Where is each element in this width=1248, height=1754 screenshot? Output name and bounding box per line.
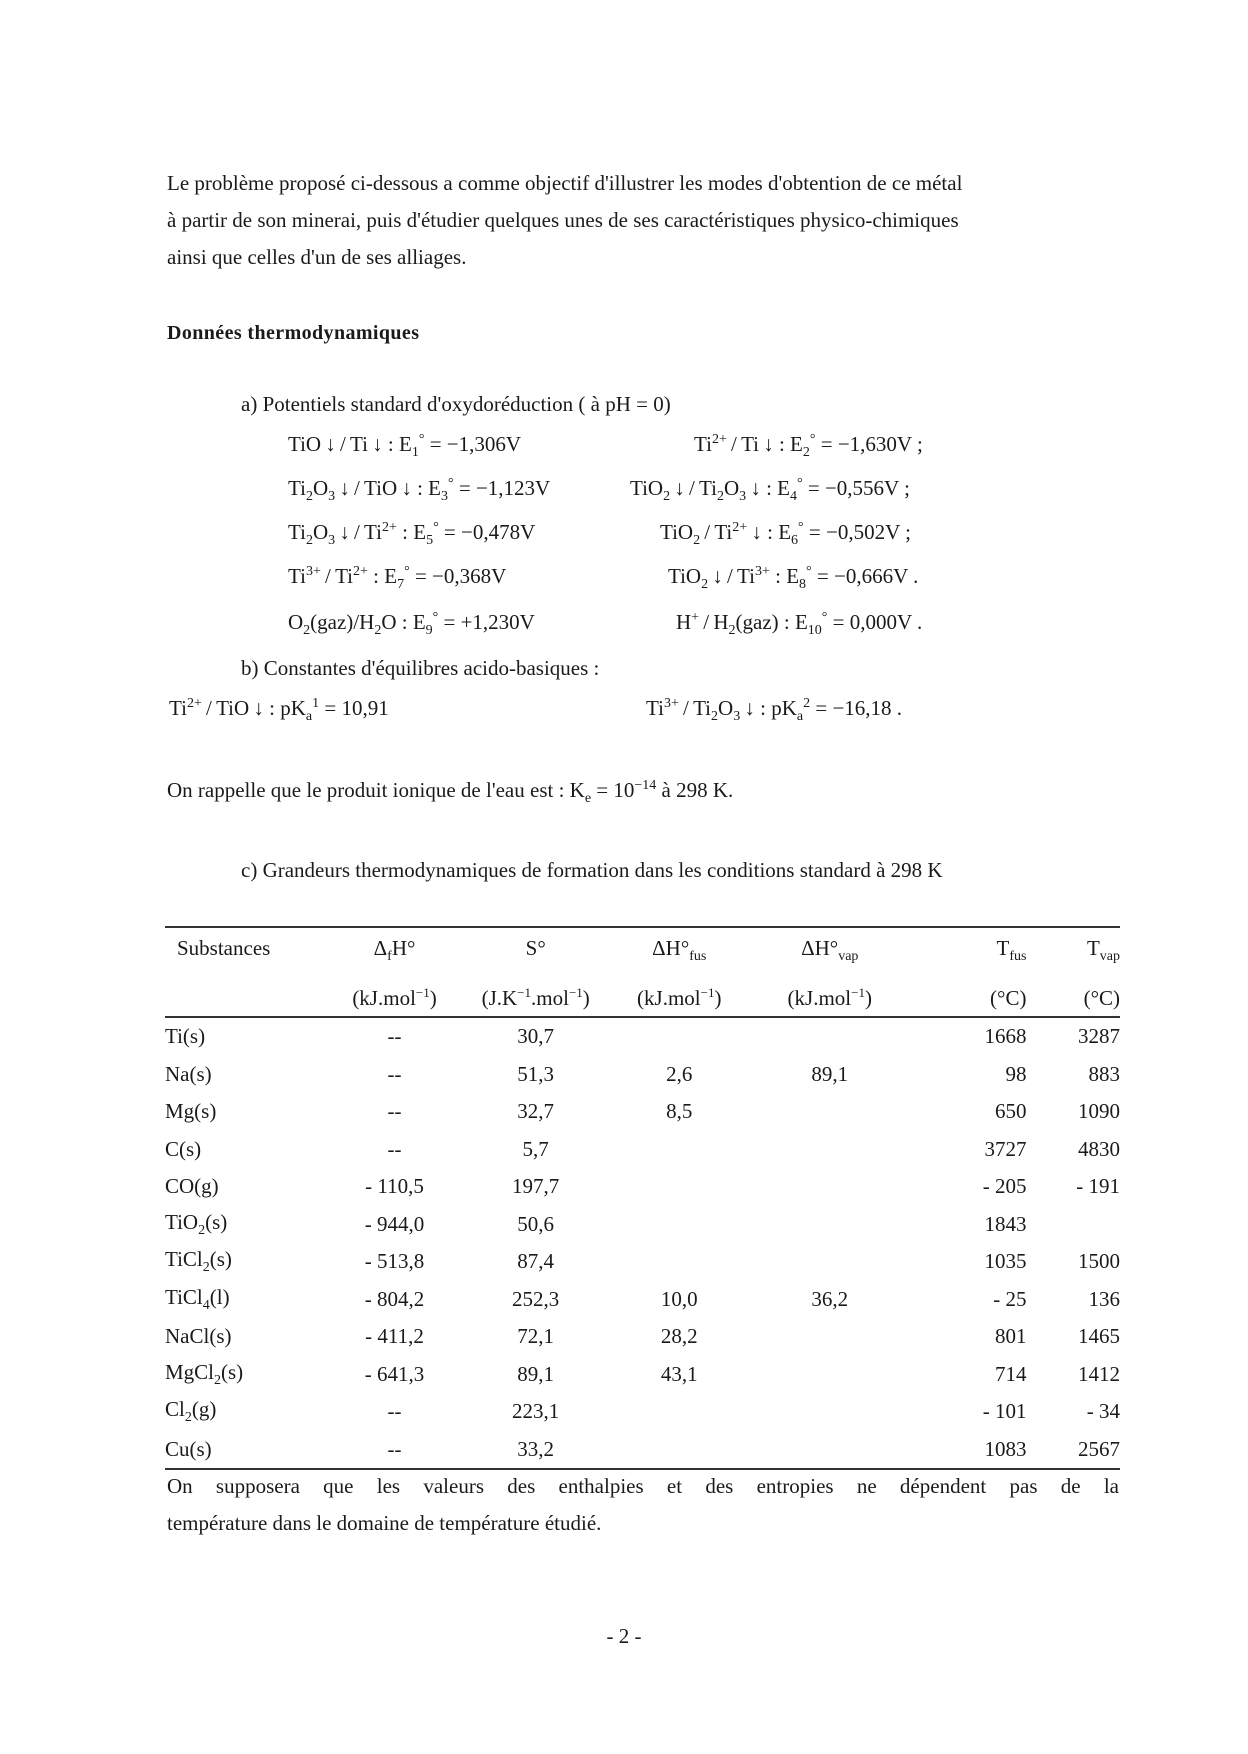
cell-entropy: 51,3 (517, 1061, 555, 1086)
cell-hvap (751, 1131, 909, 1169)
water-ionic-product: On rappelle que le produit ionique de l'eau est : $K_e = 10^{-14}$ à 298 K. (167, 778, 734, 807)
section-c-title: c) Grandeurs thermodynamiques de formation dans les conditions standard à 298 K (241, 858, 943, 882)
cell-substance: MgCl$_2$(s) (165, 1359, 244, 1388)
header-hfus: $\Delta H^\circ_{fus}$ (608, 927, 751, 980)
cell-hvap (751, 1017, 909, 1056)
cell-tvap (1026, 1206, 1120, 1244)
cell-entropy: 32,7 (517, 1099, 555, 1124)
table-units-row (165, 980, 1120, 1017)
cell-entropy: 252,3 (512, 1286, 560, 1311)
cell-substance: Mg(s) (165, 1099, 217, 1124)
cell-tvap: - 34 (1086, 1399, 1120, 1424)
potential-e6: $TiO_2 / Ti^{2+}$ ↓ : $E_6^\circ = -0,502V$ ; (660, 520, 911, 549)
cell-entropy: 33,2 (464, 1431, 608, 1470)
cell-tfus: 1035 (984, 1249, 1027, 1274)
cell-hvap: 89,1 (811, 1061, 849, 1086)
unit-tfus: (°C) (909, 980, 1027, 1017)
potential-e2: $Ti^{2+}$ / Ti ↓ : $E_2^\circ = -1,630V$ ; (694, 432, 923, 461)
header-enthalpy: $\Delta_fH^\circ$ (325, 927, 463, 980)
cell-enthalpy: -- (387, 1024, 402, 1049)
cell-substance: TiO$_2$(s) (165, 1209, 228, 1238)
table-row (165, 1393, 1120, 1431)
table-row (165, 1017, 1120, 1056)
table-row (165, 1206, 1120, 1244)
unit-hvap: (kJ.mol$^{-1}$) (751, 980, 909, 1017)
cell-tvap: 1412 (1078, 1361, 1120, 1386)
cell-hvap (751, 1206, 909, 1244)
cell-hfus: 2,6 (666, 1061, 693, 1086)
header-hvap: $\Delta H^\circ_{vap}$ (751, 927, 909, 980)
table-row (165, 1168, 1120, 1206)
unit-enthalpy: (kJ.mol$^{-1}$) (325, 980, 463, 1017)
cell-tfus: 650 (994, 1099, 1027, 1124)
cell-tvap: 4830 (1078, 1136, 1120, 1161)
cell-hvap (751, 1093, 909, 1131)
potential-e8: TiO$_2$ ↓ / $Ti^{3+}$ : $E_8^\circ = -0,666V$ . (668, 564, 919, 593)
cell-hfus: 10,0 (660, 1286, 698, 1311)
cell-hvap (751, 1356, 909, 1394)
cell-enthalpy: - 641,3 (364, 1361, 425, 1386)
cell-tfus: - 101 (982, 1399, 1027, 1424)
cell-tfus: - 205 (982, 1174, 1027, 1199)
cell-hvap: 36,2 (811, 1286, 849, 1311)
table-row (165, 1056, 1120, 1094)
cell-entropy: 30,7 (517, 1024, 555, 1049)
header-tvap: $T_{vap}$ (1026, 927, 1120, 980)
cell-hfus (608, 1393, 751, 1431)
cell-hvap (751, 1243, 909, 1281)
cell-substance: C(s) (165, 1136, 202, 1161)
cell-tvap: 883 (1088, 1061, 1120, 1086)
cell-hvap (751, 1318, 909, 1356)
header-entropy: S° (464, 927, 608, 980)
intro-paragraph (167, 165, 1117, 276)
cell-enthalpy: -- (387, 1399, 402, 1424)
potential-e7: $Ti^{3+} / Ti^{2+}$ : $E_7^\circ = -0,368V$ (288, 564, 507, 593)
cell-hfus: 28,2 (660, 1324, 698, 1349)
cell-substance: $Cl_2(g)$ (165, 1397, 217, 1426)
cell-entropy: 87,4 (517, 1249, 555, 1274)
cell-hfus (608, 1431, 751, 1470)
cell-enthalpy: -- (387, 1136, 402, 1161)
potential-e1: TiO ↓ / Ti ↓ : $E_1^\circ = -1,306V$ (288, 432, 522, 461)
header-tfus: $T_{fus}$ (909, 927, 1027, 980)
cell-tfus: 714 (994, 1361, 1027, 1386)
table-row (165, 1318, 1120, 1356)
potential-e10: $H^+ / H_2(gaz)$ : $E_{10}^\circ = 0,000V$ . (676, 610, 923, 639)
cell-hfus (608, 1168, 751, 1206)
unit-entropy: $(J.K^{-1}.mol^{-1})$ (464, 980, 608, 1017)
cell-hfus: 43,1 (660, 1361, 698, 1386)
cell-hfus (608, 1243, 751, 1281)
cell-hfus (608, 1206, 751, 1244)
section-a-title: a) Potentiels standard d'oxydoréduction ( à pH = 0) (241, 392, 671, 416)
pka-2: $Ti^{3+} / Ti_2O_3$ ↓ : $pK_a^2 = -16,18$ . (646, 696, 903, 725)
table-row (165, 1431, 1120, 1470)
cell-tfus: 98 (1005, 1061, 1027, 1086)
cell-enthalpy: - 110,5 (365, 1174, 424, 1199)
table-row (165, 1243, 1120, 1281)
cell-enthalpy: - 411,2 (365, 1324, 424, 1349)
cell-enthalpy: - 944,0 (364, 1211, 425, 1236)
header-substances: Substances (165, 927, 325, 980)
cell-tfus: - 25 (993, 1286, 1027, 1311)
cell-hfus: 8,5 (666, 1099, 693, 1124)
cell-entropy: 89,1 (517, 1361, 555, 1386)
cell-enthalpy: - 513,8 (364, 1249, 425, 1274)
table-body (165, 1017, 1120, 1469)
cell-enthalpy: -- (325, 1431, 463, 1470)
cell-tvap: 3287 (1078, 1024, 1120, 1049)
closing-line-2: température dans le domaine de température étudié. (167, 1511, 602, 1535)
cell-entropy: 50,6 (517, 1211, 555, 1236)
cell-entropy: 5,7 (522, 1136, 549, 1161)
pka-1: $Ti^{2+}$ / TiO ↓ : $pK_a^1 = 10,91$ (169, 696, 389, 725)
potential-e3: $Ti_2O_3$ ↓ / TiO ↓ : $E_3^\circ = -1,123V$ (288, 476, 551, 505)
cell-hfus (608, 1017, 751, 1056)
potential-e5: $Ti_2O_3$ ↓ / $Ti^{2+}$ : $E_5^\circ = -0,478V$ (288, 520, 536, 549)
cell-substance: TiCl$_4$(l) (165, 1284, 230, 1313)
unit-hfus: (kJ.mol$^{-1}$) (608, 980, 751, 1017)
closing-line-1: On supposera que les valeurs des enthalpies et des entropies ne dépendent pas de la (167, 1474, 1119, 1498)
cell-tvap: 136 (1088, 1286, 1120, 1311)
cell-tfus: 1083 (909, 1431, 1027, 1470)
cell-tfus: 3727 (984, 1136, 1027, 1161)
cell-hvap (751, 1431, 909, 1470)
page-number: - 2 - (606, 1624, 642, 1648)
cell-tvap: - 191 (1076, 1174, 1120, 1199)
cell-tvap: 1500 (1078, 1249, 1120, 1274)
cell-hvap (751, 1168, 909, 1206)
cell-entropy: 223,1 (512, 1399, 560, 1424)
section-heading: Données thermodynamiques (167, 322, 420, 344)
cell-enthalpy: -- (387, 1099, 402, 1124)
potential-e9: $O_2(gaz)/H_2O$ : $E_9^\circ = +1,230V$ (288, 610, 535, 639)
cell-tfus: 801 (994, 1324, 1027, 1349)
cell-entropy: 72,1 (517, 1324, 555, 1349)
cell-enthalpy: -- (387, 1061, 402, 1086)
cell-substance: Na(s) (165, 1061, 212, 1086)
unit-substances (165, 980, 325, 1017)
thermo-table (165, 926, 1120, 1470)
cell-substance: Cu(s) (165, 1431, 325, 1470)
closing-paragraph (167, 1468, 1119, 1542)
cell-substance: CO(g) (165, 1174, 219, 1199)
cell-tfus: 1668 (984, 1024, 1027, 1049)
cell-tvap: 1090 (1078, 1099, 1120, 1124)
cell-tvap: 1465 (1078, 1324, 1120, 1349)
table-row (165, 1356, 1120, 1394)
section-b-title: b) Constantes d'équilibres acido-basiques : (241, 656, 600, 680)
table-header-row (165, 927, 1120, 980)
cell-tvap: 2567 (1026, 1431, 1120, 1470)
potential-e4: TiO$_2$ ↓ / $Ti_2O_3$ ↓ : $E_4^\circ = -0,556V$ ; (630, 476, 910, 505)
unit-tvap: (°C) (1026, 980, 1120, 1017)
intro-line-1: Le problème proposé ci-dessous a comme objectif d'illustrer les modes d'obtention de ce métal (167, 171, 963, 195)
table-row (165, 1093, 1120, 1131)
table-row (165, 1131, 1120, 1169)
cell-substance: NaCl(s) (165, 1324, 232, 1349)
table-row (165, 1281, 1120, 1319)
cell-enthalpy: - 804,2 (364, 1286, 425, 1311)
cell-hfus (608, 1131, 751, 1169)
cell-tfus: 1843 (984, 1211, 1027, 1236)
cell-substance: Ti(s) (165, 1024, 206, 1049)
intro-line-2: à partir de son minerai, puis d'étudier quelques unes de ses caractéristiques physico-chimiques (167, 208, 959, 232)
cell-hvap (751, 1393, 909, 1431)
cell-entropy: 197,7 (512, 1174, 560, 1199)
intro-line-3: ainsi que celles d'un de ses alliages. (167, 245, 467, 269)
cell-substance: TiCl$_2$(s) (165, 1247, 232, 1276)
